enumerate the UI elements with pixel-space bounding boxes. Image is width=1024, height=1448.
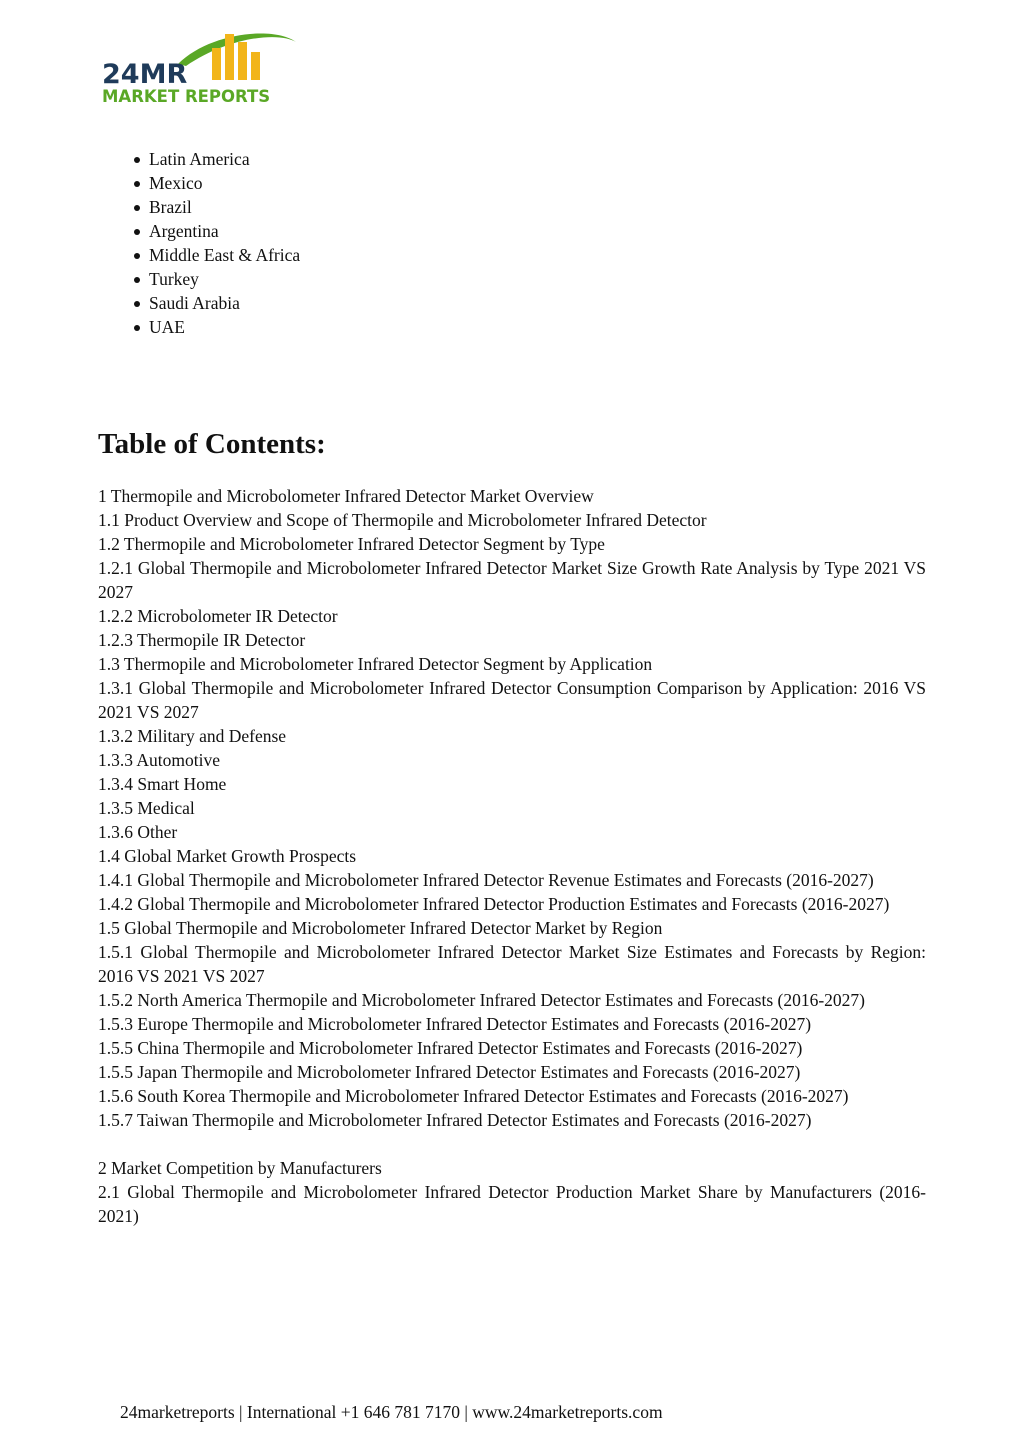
toc-entry: 1.3.3 Automotive (98, 750, 221, 770)
page-footer: 24marketreports | International +1 646 781 7170 | www.24marketreports.com (120, 1402, 663, 1422)
logo-bar (225, 34, 234, 80)
toc-entry: 1.5.6 South Korea Thermopile and Microbolometer Infrared Detector Estimates and Forecasts (2016-2027) (98, 1086, 849, 1106)
toc-entry: 2.1 Global Thermopile and Microbolometer Infrared Detector Production Market Share by Manufacturers (2016-2021) (98, 1182, 926, 1226)
region-label: Brazil (149, 197, 192, 217)
bullet-icon (134, 229, 140, 235)
toc-entry: 1.5.5 Japan Thermopile and Microbolometer Infrared Detector Estimates and Forecasts (2016-2027) (98, 1062, 801, 1082)
logo-wordmark-line2: MARKET REPORTS (102, 87, 271, 106)
toc-entry: 1.5.1 Global Thermopile and Microbolometer Infrared Detector Market Size Estimates and Forecasts by Region: 2016 VS 2021 VS 2027 (98, 942, 926, 986)
toc-entry: 1.5 Global Thermopile and Microbolometer Infrared Detector Market by Region (98, 918, 663, 938)
toc-entry: 1.3.2 Military and Defense (98, 726, 287, 746)
toc-entry: 1.3.5 Medical (98, 798, 195, 818)
logo-bar (212, 48, 221, 80)
toc-entry: 1.5.5 China Thermopile and Microbolometer Infrared Detector Estimates and Forecasts (2016-2027) (98, 1038, 803, 1058)
toc-entry: 1.5.2 North America Thermopile and Microbolometer Infrared Detector Estimates and Forecasts (2016-2027) (98, 990, 866, 1010)
region-label: Latin America (149, 149, 250, 169)
bullet-icon (134, 181, 140, 187)
region-label: Mexico (149, 173, 203, 193)
toc-entry: 1.3 Thermopile and Microbolometer Infrared Detector Segment by Application (98, 654, 653, 674)
toc-entry: 1 Thermopile and Microbolometer Infrared Detector Market Overview (98, 486, 594, 506)
toc-entry: 1.2.3 Thermopile IR Detector (98, 630, 306, 650)
toc-heading: Table of Contents: (98, 428, 326, 460)
company-logo (100, 28, 310, 108)
toc-entry: 1.4.1 Global Thermopile and Microbolometer Infrared Detector Revenue Estimates and Forecasts (2016-2027) (98, 870, 874, 890)
region-list-item (149, 243, 300, 267)
region-list-item (149, 267, 300, 291)
region-label: Argentina (149, 221, 219, 241)
region-list-item (149, 315, 300, 339)
toc-entry: 1.3.1 Global Thermopile and Microbolometer Infrared Detector Consumption Comparison by Application: 2016 VS 2021 VS 2027 (98, 678, 926, 722)
region-list-item (149, 147, 300, 171)
toc-entry: 1.2.2 Microbolometer IR Detector (98, 606, 338, 626)
bullet-icon (134, 205, 140, 211)
region-list-item (149, 291, 300, 315)
bullet-icon (134, 301, 140, 307)
bullet-icon (134, 277, 140, 283)
region-label: Turkey (149, 269, 199, 289)
logo-wordmark-line1: 24MR (102, 59, 188, 90)
toc-entry: 1.1 Product Overview and Scope of Thermopile and Microbolometer Infrared Detector (98, 510, 707, 530)
toc-entry: 1.5.7 Taiwan Thermopile and Microbolometer Infrared Detector Estimates and Forecasts (2016-2027) (98, 1110, 812, 1130)
bullet-icon (134, 157, 140, 163)
region-list-item (149, 195, 300, 219)
logo-swoosh (178, 33, 296, 66)
toc-entry: 1.5.3 Europe Thermopile and Microbolometer Infrared Detector Estimates and Forecasts (2016-2027) (98, 1014, 812, 1034)
toc-entry: 1.2 Thermopile and Microbolometer Infrared Detector Segment by Type (98, 534, 605, 554)
region-label: Saudi Arabia (149, 293, 240, 313)
region-label: Middle East & Africa (149, 245, 301, 265)
table-of-contents (98, 484, 926, 1228)
toc-entry: 1.3.4 Smart Home (98, 774, 227, 794)
toc-entry: 2 Market Competition by Manufacturers (98, 1158, 382, 1178)
bullet-icon (134, 253, 140, 259)
region-list-item (149, 219, 300, 243)
toc-entry: 1.4 Global Market Growth Prospects (98, 846, 357, 866)
toc-entry: 1.4.2 Global Thermopile and Microbolometer Infrared Detector Production Estimates and Forecasts (2016-2027) (98, 894, 890, 914)
toc-entry: 1.2.1 Global Thermopile and Microbolometer Infrared Detector Market Size Growth Rate Analysis by Type 2021 VS 2027 (98, 558, 926, 602)
logo-bar (251, 52, 260, 80)
logo-bar (238, 42, 247, 80)
bullet-icon (134, 325, 140, 331)
region-list (149, 147, 300, 339)
region-label: UAE (149, 317, 185, 337)
region-list-item (149, 171, 300, 195)
toc-entry: 1.3.6 Other (98, 822, 178, 842)
